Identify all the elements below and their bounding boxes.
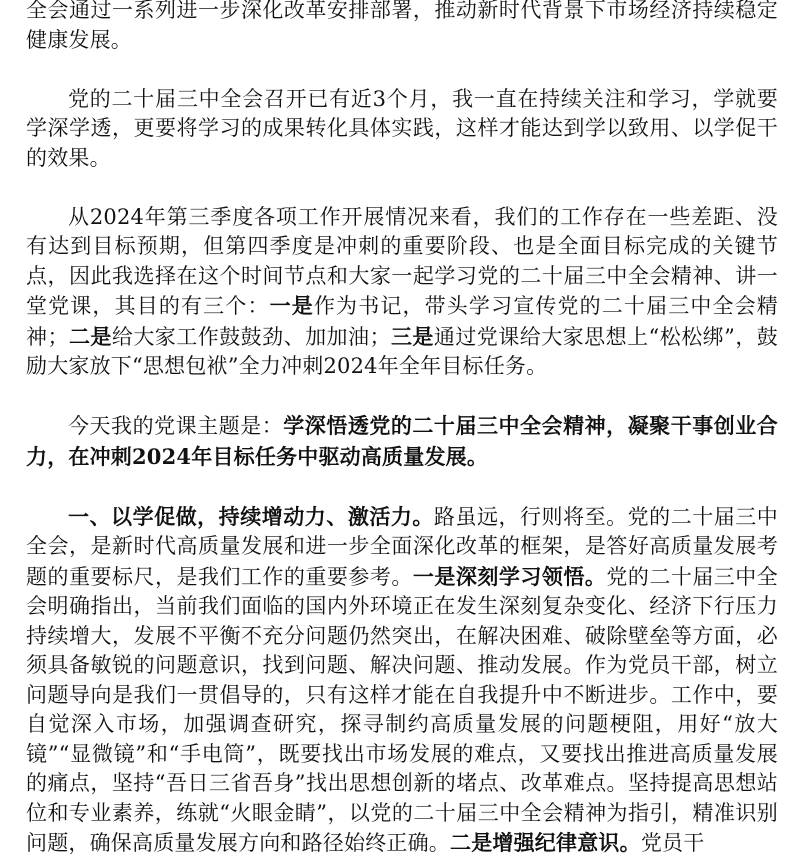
bold-run: 一是深刻学习领悟。 (412, 563, 607, 589)
bold-run: 一是 (269, 293, 314, 318)
text-run: 今天我的党课主题是： (68, 414, 284, 438)
bold-run: 二是增强纪律意识。 (450, 830, 641, 855)
text-run: 给大家工作鼓鼓劲、加加油； (111, 324, 391, 349)
paragraph-4 (26, 411, 778, 472)
bold-run: 三是 (390, 323, 434, 349)
text-run: 路虽远，行则将至。党的二十届三中全会，是新时代高质量发展和进一步全面深化改革的框架，是答好高质量发展考题的重要标尺，是我们工作的重要参考。 (26, 504, 778, 589)
text-run: 从2024年第三季度各项工作开展情况来看，我们的工作存在一些差距、没有达到目标预期，但第四季度是冲刺的重要阶段、也是全面目标完成的关键节点，因此我选择在这个时间节点和大家一起学习党的二十届三中全会精神、讲一堂党课，其目的有三个： (26, 204, 778, 318)
paragraph-5 (26, 502, 778, 859)
text-run: 通过党课给大家思想上“松松绑”，鼓励大家放下“思想包袱”全力冲刺2024年全年目标任务。 (26, 324, 778, 378)
text-run: 党的二十届三中全会明确指出，当前我们面临的国内外环境正在发生深刻复杂变化、经济下行压力持续增大，发展不平衡不充分问题仍然突出，在解决困难、破除壁垒等方面，必须具备敏锐的问题意识，找到问题、解决问题、推动发展。作为党员干部，树立问题导向是我们一贯倡导的，只有这样才能在自我提升中不断进步。工作中，要自觉深入市场，加强调查研究，探寻制约高质量发展的问题梗阻，用好“放大镜”“显微镜”和“手电筒”，既要找出市场发展的难点，又要找出推进高质量发展的痛点，坚持“吾日三省吾身”找出思想创新的堵点、改革难点。坚持提高思想站位和专业素养，练就“火眼金睛”，以党的二十届三中全会精神为指引，精准识别问题，确保高质量发展方向和路径始终正确。 (26, 564, 778, 855)
section-heading: 一、以学促做，持续增动力、激活力。 (68, 503, 434, 529)
text-run: 全会通过一系列进一步深化改革安排部署，推动新时代背景下市场经济持续稳定健康发展。 (26, 0, 778, 52)
bold-run: 学深悟透党的二十届三中全会精神，凝聚干事创业合力，在冲刺2024年目标任务中驱动高质量发展。 (26, 413, 778, 469)
paragraph-3 (26, 203, 778, 382)
text-run: 作为书记，带头学习宣传党的二十届三中全会精神； (26, 294, 779, 349)
text-run: 党员干 (640, 831, 705, 855)
paragraph-2 (26, 85, 778, 174)
document-body (26, 0, 778, 859)
bold-run: 二是 (68, 323, 112, 349)
text-run: 党的二十届三中全会召开已有近3个月，我一直在持续关注和学习，学就要学深学透，更要将学习的成果转化具体实践，这样才能达到学以致用、以学促干的效果。 (26, 86, 778, 170)
paragraph-1 (26, 0, 778, 55)
